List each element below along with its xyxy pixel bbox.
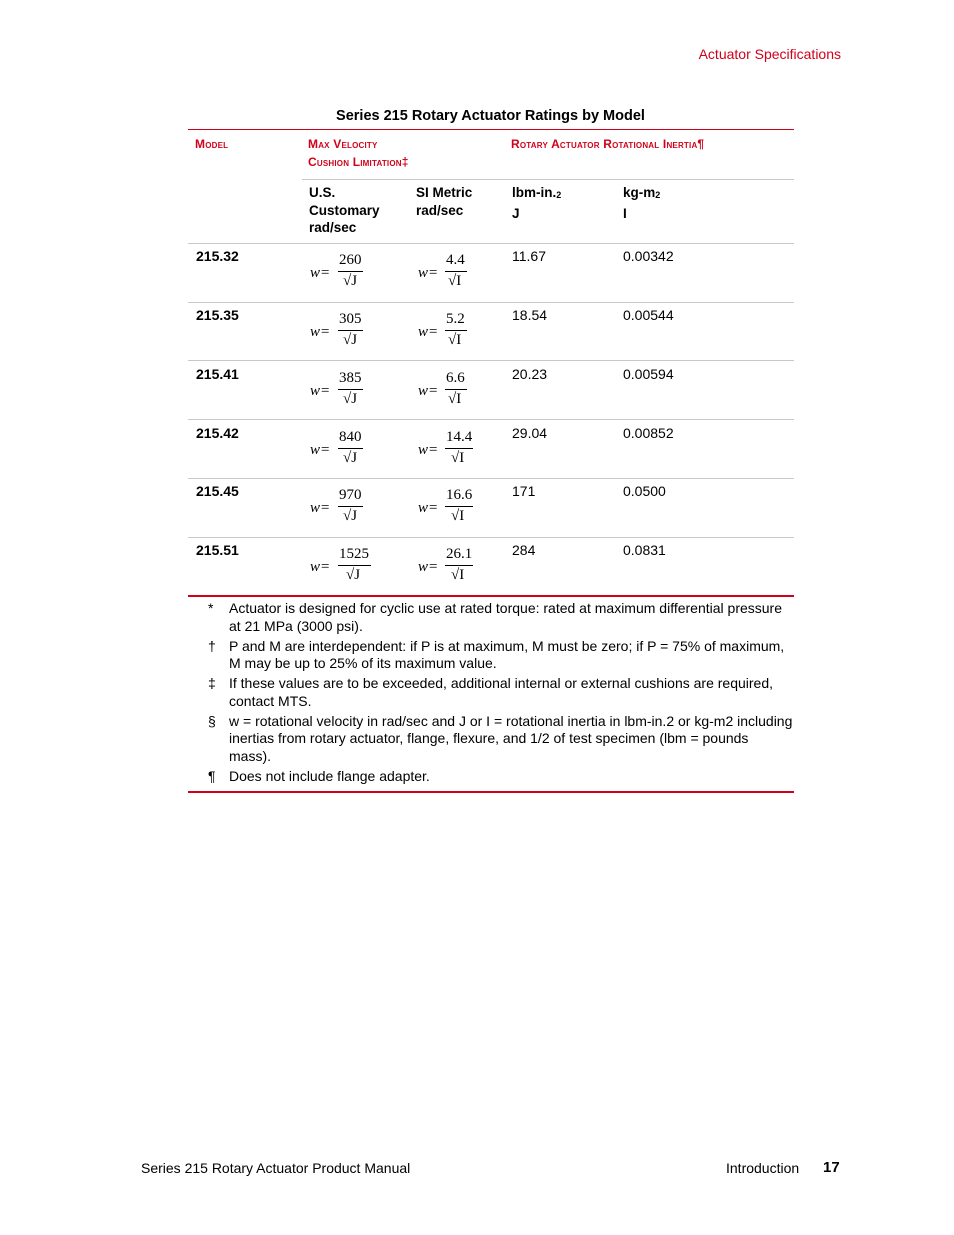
footer-manual-title: Series 215 Rotary Actuator Product Manual xyxy=(141,1160,411,1176)
us-velocity-formula: w= 970 √J xyxy=(310,487,362,524)
subheader-us: U.S. Customary rad/sec xyxy=(309,185,380,235)
si-velocity-formula: w= 6.6 √I xyxy=(418,370,488,414)
model-cell: 215.32 xyxy=(196,248,239,264)
table-footnotes xyxy=(188,600,794,788)
page-number: 17 xyxy=(823,1159,840,1176)
subheader-si: SI Metric rad/sec xyxy=(416,185,473,218)
row-divider xyxy=(188,478,794,479)
footer-section: Introduction xyxy=(726,1160,800,1176)
lbm-inertia-cell: 171 xyxy=(512,483,536,499)
kg-inertia-cell: 0.00852 xyxy=(623,425,674,441)
row-divider xyxy=(188,537,794,538)
model-cell: 215.51 xyxy=(196,542,239,558)
si-velocity-formula: w= 4.4 √I xyxy=(418,252,488,296)
table-title: Series 215 Rotary Actuator Ratings by Model xyxy=(336,108,645,124)
footnote: * Actuator is designed for cyclic use at rated torque: rated at maximum differential pressure at 21 MPa (3000 psi). xyxy=(208,600,783,634)
kg-inertia-cell: 0.00342 xyxy=(623,248,674,264)
row-divider xyxy=(188,302,794,303)
header-inertia: Rotary Actuator Rotational Inertia¶ xyxy=(511,137,705,151)
us-velocity-formula: w= 840 √J xyxy=(310,429,362,466)
kg-inertia-cell: 0.0500 xyxy=(623,483,666,499)
footnote: † P and M are interdependent: if P is at maximum, M must be zero; if P = 75% of maximum, M may be up to 25% of its maximum value. xyxy=(208,637,785,671)
model-cell: 215.41 xyxy=(196,366,239,382)
model-cell: 215.45 xyxy=(196,483,239,499)
row-divider xyxy=(188,243,794,244)
si-velocity-formula: w= 16.6 √I xyxy=(418,487,473,524)
lbm-inertia-cell: 20.23 xyxy=(512,366,548,382)
lbm-inertia-cell: 29.04 xyxy=(512,425,548,441)
subheader-kg: $kg-m^2$ I xyxy=(623,185,661,221)
running-head: Actuator Specifications xyxy=(698,46,841,62)
kg-inertia-cell: 0.00594 xyxy=(623,366,674,382)
lbm-inertia-cell: 284 xyxy=(512,542,536,558)
row-divider xyxy=(188,360,794,361)
subheader-lbm: lbm-in.$^2$ J xyxy=(512,185,562,221)
kg-inertia-cell: 0.00544 xyxy=(623,307,674,323)
footnote: ¶ Does not include flange adapter. xyxy=(208,767,430,784)
table-bottom-rule xyxy=(188,595,794,597)
footnotes-bottom-rule xyxy=(188,791,794,793)
us-velocity-formula: w= 260 √J xyxy=(310,252,362,289)
lbm-inertia-cell: 11.67 xyxy=(512,248,546,264)
si-velocity-formula: w= 26.1 √I xyxy=(418,546,473,583)
us-velocity-formula: w= 1525 √J xyxy=(310,546,369,583)
header-model: Model xyxy=(195,137,229,151)
header-divider xyxy=(302,179,794,180)
row-divider xyxy=(188,419,794,420)
kg-inertia-cell: 0.0831 xyxy=(623,542,666,558)
si-velocity-formula: w= 14.4 √I xyxy=(418,429,473,466)
header-velocity-line2: Cushion Limitation‡ xyxy=(308,155,409,169)
footnote: ‡ If these values are to be exceeded, additional internal or external cushions are required, contact MTS. xyxy=(208,675,774,709)
us-velocity-formula: w= 305 √J xyxy=(310,311,362,348)
us-velocity-formula: w= 385 √J xyxy=(310,370,362,407)
lbm-inertia-cell: 18.54 xyxy=(512,307,548,323)
model-cell: 215.42 xyxy=(196,425,239,441)
header-velocity-line1: Max Velocity xyxy=(308,137,378,151)
footnote: § w = rotational velocity in rad/sec and J or I = rotational inertia in lbm-in.2 or kg-m2 including inertias from rotary actuator, flange, flexure, and 1/2 of test specimen (lbm = pounds mass). xyxy=(208,712,793,764)
si-velocity-formula: w= 5.2 √I xyxy=(418,311,488,355)
table-top-rule xyxy=(188,129,794,130)
model-cell: 215.35 xyxy=(196,307,239,323)
